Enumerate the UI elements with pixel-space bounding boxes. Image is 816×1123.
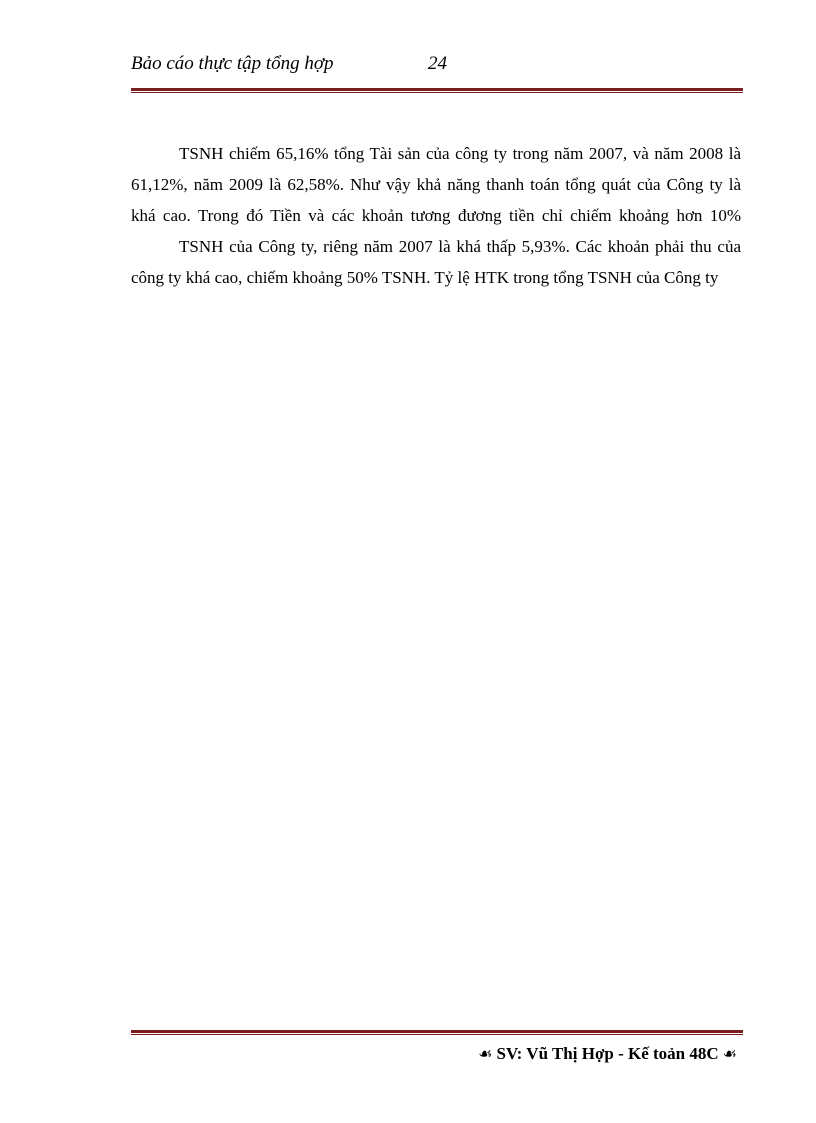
report-title: Bảo cáo thực tập tổng hợp (131, 53, 334, 74)
body-line-1: TSNH chiếm 65,16% tổng Tài sản của công ty trong năm 2007, và năm 2008 là (179, 144, 741, 163)
body-line-2: 61,12%, năm 2009 là 62,58%. Như vậy khả năng thanh toán tổng quát của Công ty là (131, 175, 741, 194)
body-line-3: khá cao. Trong đó Tiền và các khoản tương đương tiền chỉ chiếm khoảng hơn 10% (131, 206, 741, 225)
body-paragraph (131, 138, 741, 293)
page-number: 24 (428, 53, 447, 74)
page-footer (474, 1043, 741, 1066)
page-header (131, 52, 743, 76)
footer-text: SV: Vũ Thị Hợp - Kế toản 48C (496, 1044, 719, 1063)
header-divider (131, 88, 743, 94)
body-line-4: TSNH của Công ty, riêng năm 2007 là khá thấp 5,93%. Các khoản phải thu của (179, 237, 741, 256)
body-line-5: công ty khá cao, chiếm khoảng 50% TSNH. Tỷ lệ HTK trong tổng TSNH của Công ty (131, 268, 719, 287)
footer-divider (131, 1030, 743, 1036)
ornament-left-icon: ☙ (478, 1046, 493, 1063)
ornament-right-icon: ☙ (722, 1046, 737, 1063)
